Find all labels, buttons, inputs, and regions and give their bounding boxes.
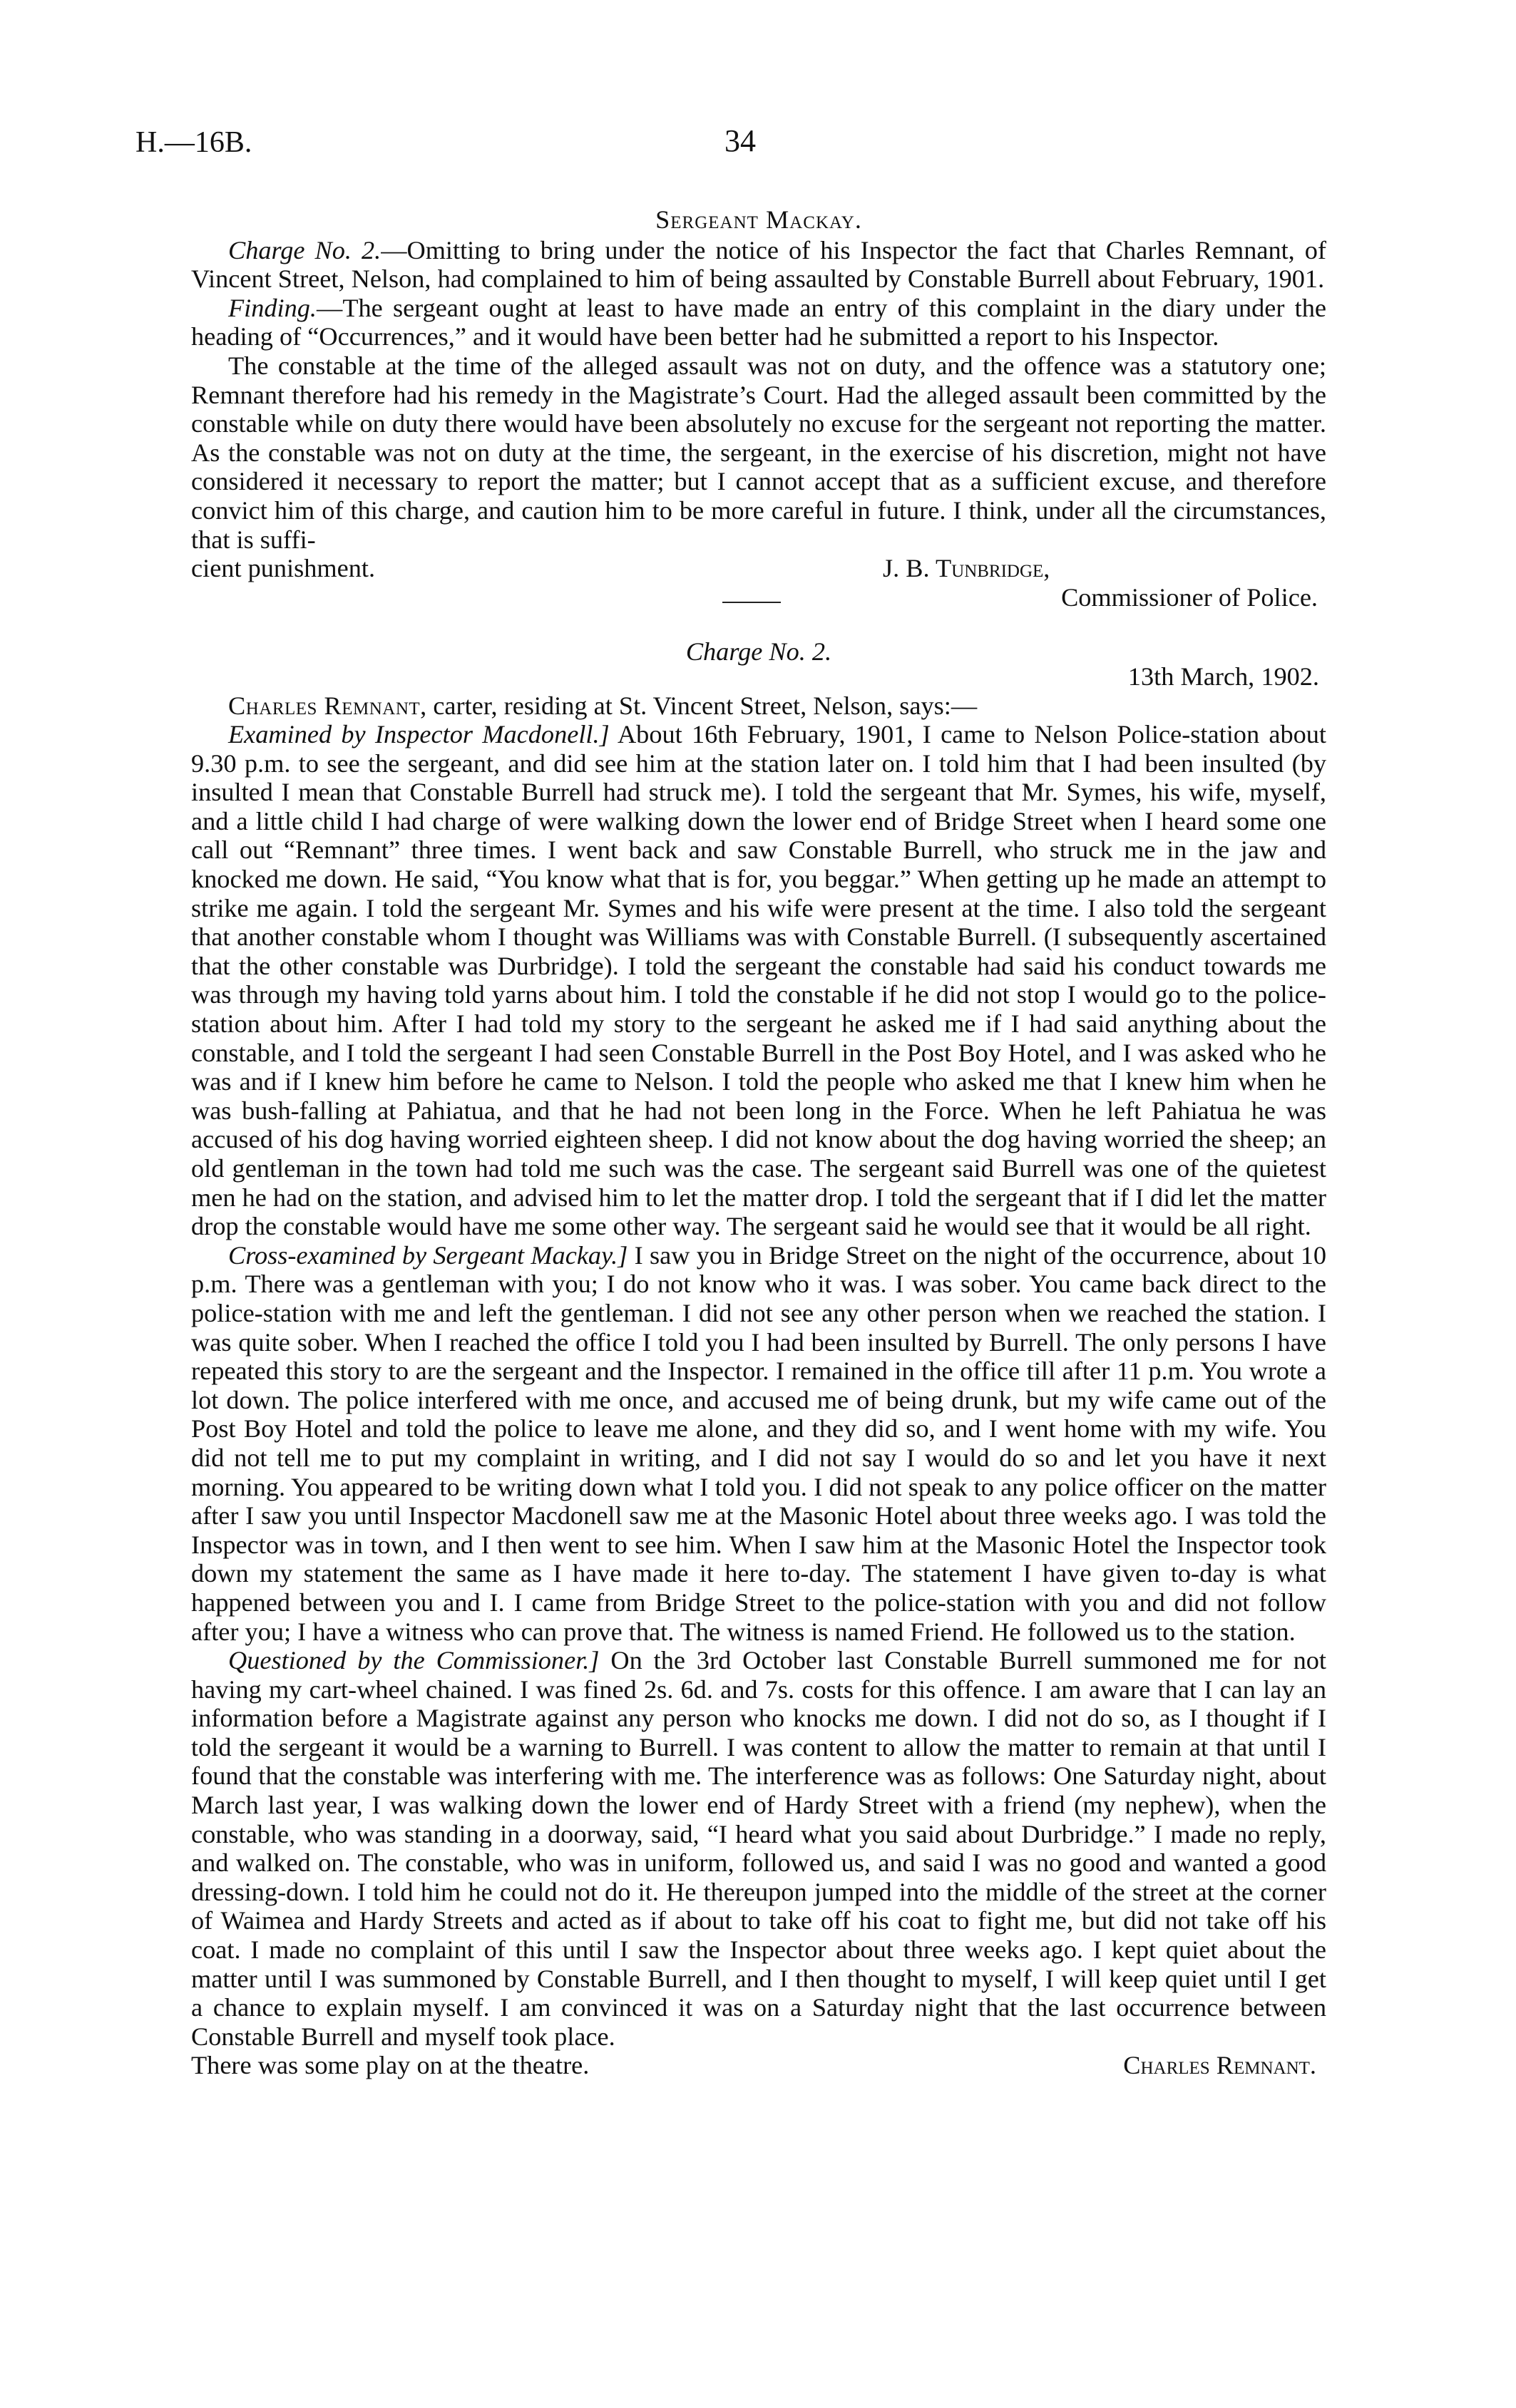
examination-text: About 16th February, 1901, I came to Nelson Police-station about 9.30 p.m. to see the sergeant, and did see him at the station later on. I told him that I had been insulted (by insulted I mean that Constable Burrell had struck me). I told the sergeant that Mr. Symes, his wife, myself, and a little child I had charge of were walking down the lower end of Bridge Street when I heard some one call out “Remnant” three times. I went back and saw Constable Burrell, who struck me in the jaw and knocked me down. He said, “You know what that is for, you beggar.” When getting up he made an attempt to strike me again. I told the sergeant Mr. Symes and his wife were present at the time. I also told the sergeant that another constable whom I thought was Williams was with Constable Burrell. (I subsequently ascertained that the other constable was Durbridge). I told the sergeant the constable had said his conduct towards me was through my having told yarns about him. I told the constable if he did not stop I would go to the police-station about him. After I had told my story to the sergeant he asked me if I had said anything about the constable, and I told the sergeant I had seen Constable Burrell in the Post Boy Hotel, and I was asked who he was and if I knew him before he came to Nelson. I told the people who asked me that I knew him when he was bush-falling at Pahiatua, and that he had not been long in the Force. When he left Pahiatua he was accused of his dog having worried eighteen sheep. I did not know about the dog having worried the sheep; an old gentleman in the town had told me such was the case. The sergeant said Burrell was one of the quietest men he had on the station, and advised him to let the matter drop. I told the sergeant that if I did let the matter drop the constable would have me some other way. The sergeant said he would see that it would be all right. (191, 720, 1326, 1241)
finding-text: —The sergeant ought at least to have made an entry of this complaint in the diary under the heading of “Occurrences,” and it would have been better had he submitted a report to his Inspector. (191, 293, 1326, 351)
charge-paragraph (191, 236, 1326, 294)
charge-text: —Omitting to bring under the notice of his Inspector the fact that Charles Remnant, of Vincent Street, Nelson, had complained to him of being assaulted by Constable Burrell about February, 1901. (191, 235, 1326, 294)
examination-label: Examined by Inspector Macdonell.] (228, 720, 610, 749)
charge-label: Charge No. 2. (228, 235, 381, 264)
page-number: 34 (724, 123, 756, 158)
commissioner-signature-name: J. B. Tunbridge, (883, 554, 1050, 583)
witness-name: Charles Remnant (228, 691, 421, 720)
commissioner-questioning-text: On the 3rd October last Constable Burrell summoned me for not having my cart-wheel chained. I was fined 2s. 6d. and 7s. costs for this offence. I am aware that I can lay an information before a Magistrate against any person who knocks me down. I did not do so, as I thought if I told the sergeant it would be a warning to Burrell. I was content to allow the matter to remain at that until I found that the constable was interfering with me. The interference was as follows: One Saturday night, about March last year, I was walking down the lower end of Hardy Street with a friend (my nephew), when the constable, who was standing in a doorway, said, “I heard what you said about Durbridge.” I made no reply, and walked on. The constable, who was in uniform, followed us, and said I was no good and wanted a good dressing-down. I told him he could not do it. He thereupon jumped into the middle of the street at the corner of Waimea and Hardy Streets and acted as if about to take off his coat to fight me, but did not take off his coat. I made no complaint of this until I saw the Inspector about three weeks ago. I kept quiet about the matter until I was summoned by Constable Burrell, and I then thought to myself, I will keep quiet until I get a chance to explain myself. I am convinced it was on a Saturday night that the last occurrence between Constable Burrell and myself took place. (191, 1646, 1326, 2051)
examination-paragraph (191, 720, 1326, 1241)
document-reference: H.—16B. (135, 126, 252, 159)
page-content (191, 205, 1326, 2080)
witness-signature: Charles Remnant. (1123, 2051, 1316, 2080)
finding-discussion-paragraph: The constable at the time of the alleged assault was not on duty, and the offence was a statutory one; Remnant therefore had his remedy in the Magistrate’s Court. Had the alleged assault been committed by the constable while on duty there would have been absolutely no excuse for the sergeant not reporting the matter. As the constable was not on duty at the time, the sergeant, in the exercise of his discretion, might not have considered it necessary to report the matter; but I cannot accept that as a sufficient excuse, and therefore convict him of this charge, and caution him to be more careful in future. I think, under all the circumstances, that is suffi- (191, 351, 1326, 554)
closing-line (191, 2051, 1326, 2080)
closing-text: There was some play on at the theatre. (191, 2051, 590, 2080)
witness-intro-paragraph (191, 691, 1326, 721)
commissioner-signature-line (191, 554, 1326, 583)
cross-examination-text: I saw you in Bridge Street on the night of the occurrence, about 10 p.m. There was a gentleman with you; I do not know who it was. I was sober. You came back direct to the police-station with me and left the gentleman. I did not see any other person when we reached the station. I was quite sober. When I reached the office I told you I had been insulted by Burrell. The only persons I have repeated this story to are the sergeant and the Inspector. I remained in the office till after 11 p.m. You wrote a lot down. The police interfered with me once, and accused me of being drunk, but my wife came out of the Post Boy Hotel and told the police to leave me alone, and they did so, and I went home with my wife. You did not tell me to put my complaint in writing, and I did not say I would do so and let you have it next morning. You appeared to be writing down what I told you. I did not speak to any police officer on the matter after I saw you until Inspector Macdonell saw me at the Masonic Hotel about three weeks ago. I was told the Inspector was in town, and I then went to see him. When I saw him at the Masonic Hotel the Inspector took down my statement the same as I have made it here to-day. The statement I have given to-day is what happened between you and I. I came from Bridge Street to the police-station with you and did not follow after you; I have a witness who can prove that. The witness is named Friend. He followed us to the station. (191, 1240, 1326, 1646)
finding-paragraph (191, 294, 1326, 351)
statement-date: 13th March, 1902. (1127, 662, 1319, 691)
cross-examination-label: Cross-examined by Sergeant Mackay.] (228, 1240, 628, 1270)
commissioner-questioning-label: Questioned by the Commissioner.] (228, 1646, 600, 1675)
commissioner-signature-title: Commissioner of Police. (1061, 582, 1318, 612)
witness-intro-text: , carter, residing at St. Vincent Street, Nelson, says:— (420, 691, 978, 720)
punishment-text: cient punishment. (191, 554, 376, 583)
section-heading-sergeant: Sergeant Mackay. (655, 205, 862, 234)
cross-examination-paragraph (191, 1241, 1326, 1646)
page-header (135, 125, 1319, 168)
finding-label: Finding. (228, 293, 317, 322)
commissioner-questioning-paragraph (191, 1646, 1326, 2051)
section-heading-charge: Charge No. 2. (685, 637, 832, 667)
